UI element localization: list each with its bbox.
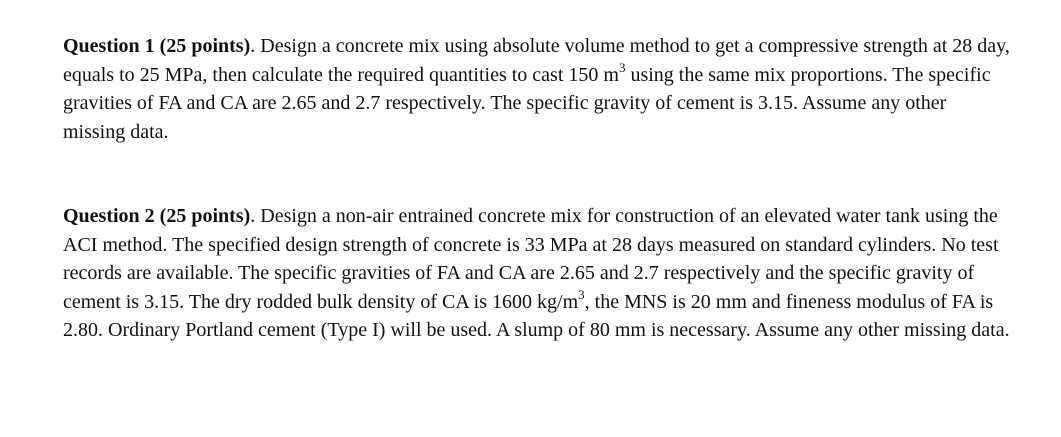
question-1-heading: Question 1 (25 points)	[63, 35, 251, 57]
question-2-heading: Question 2 (25 points)	[63, 205, 251, 227]
question-2-text-part-1: . Design a non-air entrained concrete mix for construction of an elevated water tank using the ACI method. The specified design strength of concrete is 33 MPa at 28 days measured on standard cylinders. No test records are available. The specific gravities of FA and CA are 2.65 and 2.7 respectively and the specific gravity of cement is 3.15. The dry rodded bulk density of CA is 1600 kg/m	[63, 205, 999, 313]
question-2	[63, 202, 1013, 345]
question-2-superscript: 3	[578, 286, 585, 302]
question-1-superscript: 3	[618, 59, 626, 75]
question-1	[63, 32, 1013, 146]
question-1-text-part-2: using the same mix proportions. The specific gravities of FA and CA are 2.65 and 2.7 respectively. The specific gravity of cement is 3.15. Assume any other missing data.	[63, 63, 991, 143]
question-1-text-part-1: . Design a concrete mix using absolute volume method to get a compressive strength at 28 day, equals to 25 MPa, then calculate the required quantities to cast 150 m	[63, 35, 1010, 86]
question-2-text-part-2: , the MNS is 20 mm and fineness modulus of FA is 2.80. Ordinary Portland cement (Type I) will be used. A slump of 80 mm is necessary. Assume any other missing data.	[63, 290, 1010, 341]
